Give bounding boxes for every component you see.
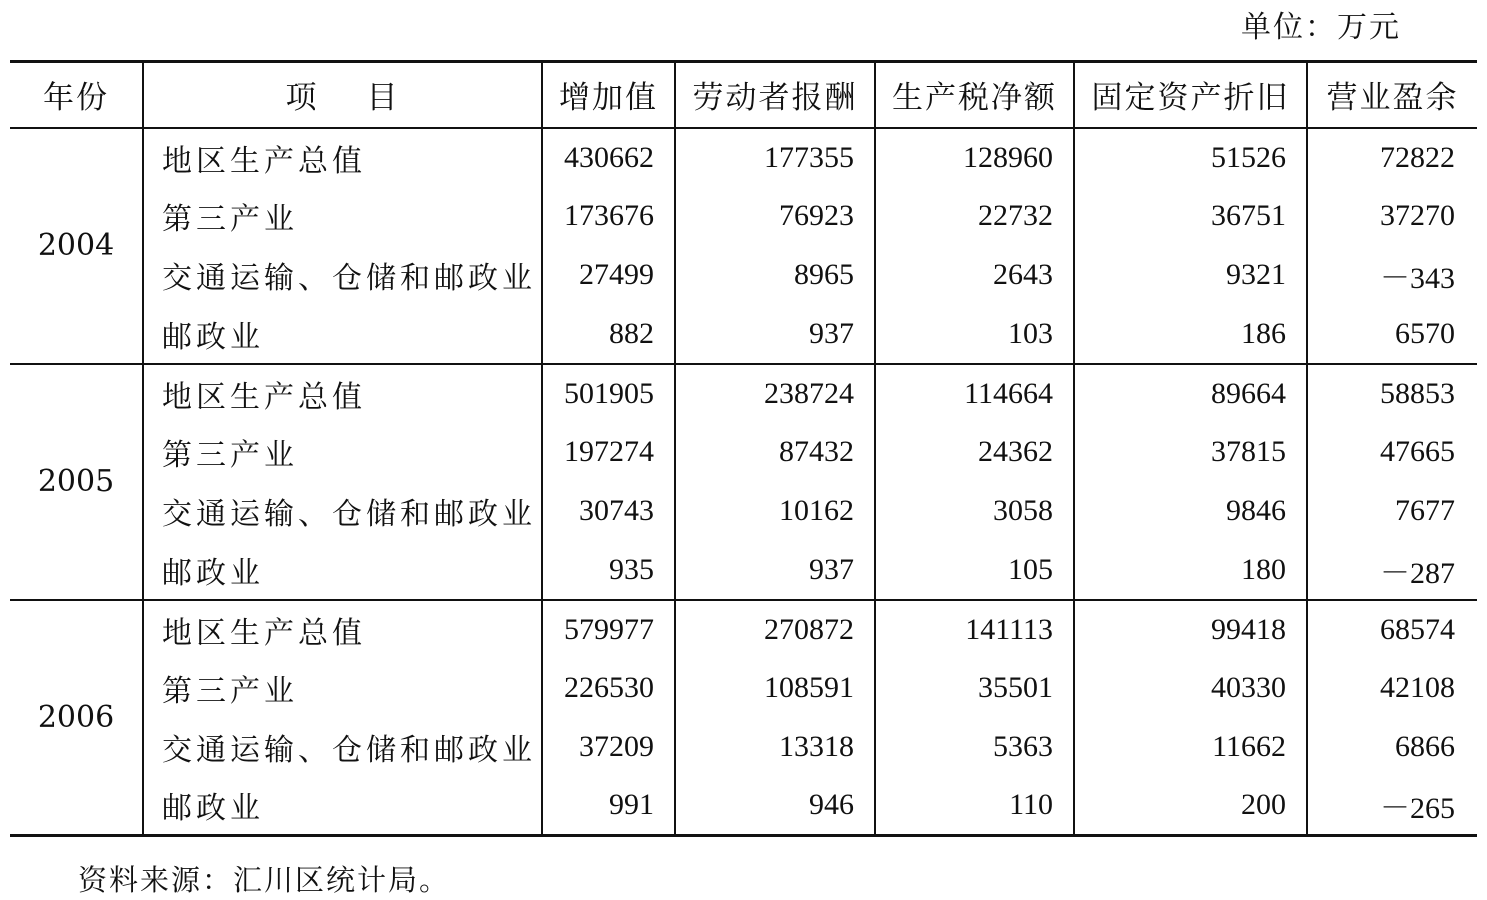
table-row — [10, 364, 1477, 423]
value-cell: 200 — [1074, 777, 1307, 836]
item-cell: 地区生产总值 — [143, 128, 542, 187]
header-year: 年份 — [10, 62, 143, 128]
value-cell: 22732 — [875, 187, 1074, 246]
value-cell: 89664 — [1074, 364, 1307, 423]
value-cell: 114664 — [875, 364, 1074, 423]
value-cell: 99418 — [1074, 600, 1307, 659]
value-cell: 7677 — [1395, 494, 1455, 527]
table-row — [10, 246, 1477, 305]
table-row — [10, 423, 1477, 482]
value-cell: 10162 — [675, 482, 875, 541]
table-row — [10, 128, 1477, 187]
value-cell: 9321 — [1074, 246, 1307, 305]
value-cell: 430662 — [542, 128, 675, 187]
value-cell: －343 — [1380, 262, 1455, 295]
table-row — [10, 187, 1477, 246]
table-row — [10, 718, 1477, 777]
table-row — [10, 541, 1477, 600]
value-cell: 42108 — [1380, 671, 1455, 704]
data-table — [10, 60, 1477, 837]
value-cell: 27499 — [542, 246, 675, 305]
value-cell: 40330 — [1074, 659, 1307, 718]
value-cell: －265 — [1307, 777, 1477, 836]
value-cell: 946 — [675, 777, 875, 836]
value-cell: 177355 — [675, 128, 875, 187]
item-cell: 交通运输、仓储和邮政业 — [143, 246, 542, 305]
header-item — [143, 62, 542, 128]
header-fixed-asset-depreciation: 固定资产折旧 — [1074, 62, 1307, 128]
value-cell: 8965 — [675, 246, 875, 305]
item-cell: 第三产业 — [143, 187, 542, 246]
value-cell: 238724 — [675, 364, 875, 423]
value-cell: 141113 — [875, 600, 1074, 659]
value-cell: 24362 — [875, 423, 1074, 482]
value-cell: 6866 — [1395, 730, 1455, 763]
item-cell: 交通运输、仓储和邮政业 — [143, 482, 542, 541]
value-cell: 110 — [875, 777, 1074, 836]
value-cell: 36751 — [1074, 187, 1307, 246]
value-cell: 37209 — [542, 718, 675, 777]
header-labor-compensation: 劳动者报酬 — [675, 62, 875, 128]
table-row — [10, 659, 1477, 718]
value-cell: 9846 — [1074, 482, 1307, 541]
table-row — [10, 305, 1477, 364]
value-cell: 3058 — [875, 482, 1074, 541]
value-cell: 270872 — [675, 600, 875, 659]
value-cell: 501905 — [542, 364, 675, 423]
value-cell: 30743 — [542, 482, 675, 541]
header-net-production-tax: 生产税净额 — [875, 62, 1074, 128]
item-cell: 邮政业 — [143, 541, 542, 600]
value-cell: 87432 — [675, 423, 875, 482]
value-cell: 882 — [542, 305, 675, 364]
value-cell: 937 — [675, 305, 875, 364]
value-cell: 58853 — [1380, 376, 1455, 410]
value-cell: 76923 — [675, 187, 875, 246]
value-cell: 103 — [875, 305, 1074, 364]
item-cell: 邮政业 — [143, 305, 542, 364]
value-cell: 173676 — [542, 187, 675, 246]
value-cell: 11662 — [1074, 718, 1307, 777]
header-value-added: 增加值 — [542, 62, 675, 128]
value-cell: 108591 — [675, 659, 875, 718]
value-cell: 128960 — [875, 128, 1074, 187]
table-row — [10, 482, 1477, 541]
value-cell: 180 — [1074, 541, 1307, 600]
value-cell: 186 — [1074, 305, 1307, 364]
value-cell: 105 — [875, 541, 1074, 600]
value-cell: 226530 — [542, 659, 675, 718]
item-cell: 邮政业 — [143, 777, 542, 836]
header-item-a: 项 — [285, 80, 319, 117]
value-cell: 37270 — [1380, 199, 1455, 232]
value-cell: －287 — [1307, 541, 1477, 600]
value-cell: 579977 — [542, 600, 675, 659]
value-cell: 6570 — [1307, 305, 1477, 364]
header-operating-surplus: 营业盈余 — [1307, 62, 1477, 128]
value-cell: 935 — [542, 541, 675, 600]
header-item-b: 目 — [366, 80, 400, 117]
item-cell: 交通运输、仓储和邮政业 — [143, 718, 542, 777]
item-cell: 地区生产总值 — [143, 600, 542, 659]
source-note: 资料来源：汇川区统计局。 — [78, 863, 451, 897]
value-cell: 37815 — [1074, 423, 1307, 482]
year-cell: 2005 — [10, 364, 143, 600]
value-cell: 2643 — [875, 246, 1074, 305]
table-row — [10, 600, 1477, 659]
value-cell: 13318 — [675, 718, 875, 777]
item-cell: 第三产业 — [143, 659, 542, 718]
value-cell: 5363 — [875, 718, 1074, 777]
year-cell: 2004 — [10, 128, 143, 364]
table-row — [10, 777, 1477, 836]
item-cell: 地区生产总值 — [143, 364, 542, 423]
value-cell: 68574 — [1380, 612, 1455, 646]
item-cell: 第三产业 — [143, 423, 542, 482]
value-cell: 35501 — [875, 659, 1074, 718]
value-cell: 51526 — [1074, 128, 1307, 187]
value-cell: 197274 — [542, 423, 675, 482]
header-row — [10, 62, 1477, 128]
value-cell: 47665 — [1380, 435, 1455, 468]
value-cell: 991 — [542, 777, 675, 836]
year-cell: 2006 — [10, 600, 143, 836]
unit-label: 单位：万元 — [1241, 10, 1401, 45]
value-cell: 72822 — [1380, 140, 1455, 174]
value-cell: 937 — [675, 541, 875, 600]
